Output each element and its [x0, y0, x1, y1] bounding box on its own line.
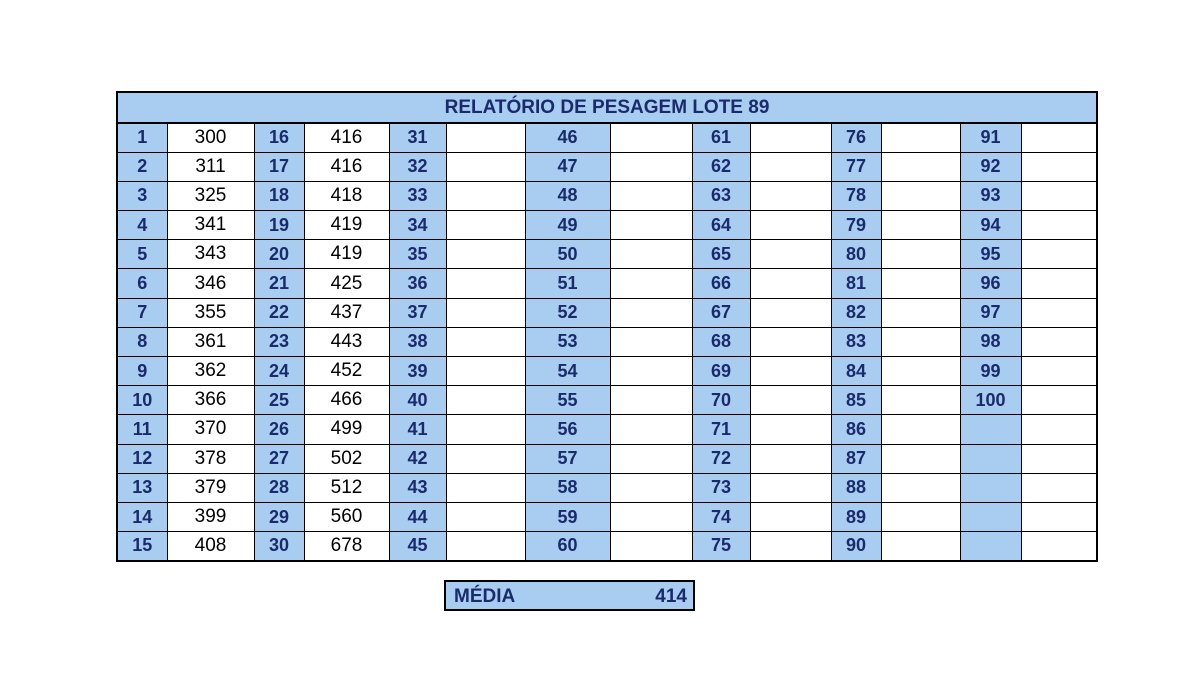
weight-cell[interactable] [750, 444, 831, 473]
weight-cell[interactable] [446, 415, 525, 444]
table-row [117, 152, 1097, 181]
weight-cell[interactable] [1021, 532, 1097, 561]
animal-number-cell: 88 [831, 473, 881, 502]
weight-cell[interactable] [446, 123, 525, 152]
animal-number-cell: 77 [831, 152, 881, 181]
animal-number-cell: 73 [692, 473, 750, 502]
weighing-report-table [116, 91, 1098, 562]
animal-number-cell: 23 [254, 327, 304, 356]
weight-cell[interactable] [1021, 123, 1097, 152]
animal-number-cell: 69 [692, 357, 750, 386]
average-label: MÉDIA [454, 586, 516, 607]
weight-cell[interactable] [1021, 386, 1097, 415]
weight-cell[interactable] [1021, 444, 1097, 473]
weight-cell[interactable] [610, 269, 692, 298]
weight-cell[interactable]: 452 [304, 357, 389, 386]
weight-cell[interactable] [446, 211, 525, 240]
weight-cell[interactable] [1021, 152, 1097, 181]
animal-number-cell: 39 [389, 357, 446, 386]
animal-number-cell: 37 [389, 298, 446, 327]
table-row [117, 415, 1097, 444]
weight-cell[interactable] [1021, 357, 1097, 386]
animal-number-cell: 7 [117, 298, 167, 327]
weight-cell[interactable] [750, 327, 831, 356]
animal-number-cell: 34 [389, 211, 446, 240]
weight-cell[interactable] [610, 357, 692, 386]
table-row [117, 532, 1097, 561]
weight-cell[interactable] [446, 298, 525, 327]
animal-number-cell: 35 [389, 240, 446, 269]
weight-cell[interactable] [610, 473, 692, 502]
animal-number-cell: 9 [117, 357, 167, 386]
animal-number-cell [960, 502, 1021, 531]
weight-cell[interactable] [446, 181, 525, 210]
weight-cell[interactable] [750, 502, 831, 531]
animal-number-cell: 13 [117, 473, 167, 502]
weight-cell[interactable]: 325 [167, 181, 254, 210]
animal-number-cell: 65 [692, 240, 750, 269]
animal-number-cell: 58 [525, 473, 610, 502]
weight-cell[interactable] [446, 444, 525, 473]
weight-cell[interactable] [610, 298, 692, 327]
weight-cell[interactable] [610, 240, 692, 269]
table-row [117, 211, 1097, 240]
weight-cell[interactable] [1021, 298, 1097, 327]
animal-number-cell: 42 [389, 444, 446, 473]
weight-cell[interactable] [750, 123, 831, 152]
animal-number-cell: 17 [254, 152, 304, 181]
animal-number-cell: 33 [389, 181, 446, 210]
animal-number-cell: 80 [831, 240, 881, 269]
weight-cell[interactable]: 366 [167, 386, 254, 415]
animal-number-cell: 24 [254, 357, 304, 386]
weight-cell[interactable]: 341 [167, 211, 254, 240]
weight-cell[interactable] [750, 181, 831, 210]
animal-number-cell: 5 [117, 240, 167, 269]
animal-number-cell: 55 [525, 386, 610, 415]
animal-number-cell: 92 [960, 152, 1021, 181]
weight-cell[interactable]: 362 [167, 357, 254, 386]
animal-number-cell: 15 [117, 532, 167, 561]
animal-number-cell: 8 [117, 327, 167, 356]
weight-cell[interactable] [446, 502, 525, 531]
animal-number-cell: 93 [960, 181, 1021, 210]
animal-number-cell: 31 [389, 123, 446, 152]
table-row [117, 444, 1097, 473]
table-row [117, 240, 1097, 269]
weight-cell[interactable]: 560 [304, 502, 389, 531]
animal-number-cell [960, 473, 1021, 502]
weight-cell[interactable] [881, 269, 960, 298]
weight-cell[interactable]: 419 [304, 211, 389, 240]
animal-number-cell: 81 [831, 269, 881, 298]
animal-number-cell: 12 [117, 444, 167, 473]
animal-number-cell: 18 [254, 181, 304, 210]
animal-number-cell: 74 [692, 502, 750, 531]
weight-cell[interactable] [881, 532, 960, 561]
animal-number-cell: 49 [525, 211, 610, 240]
weight-cell[interactable]: 378 [167, 444, 254, 473]
animal-number-cell: 46 [525, 123, 610, 152]
weight-cell[interactable] [881, 123, 960, 152]
weight-cell[interactable] [1021, 240, 1097, 269]
weight-cell[interactable]: 425 [304, 269, 389, 298]
weight-cell[interactable]: 300 [167, 123, 254, 152]
animal-number-cell: 54 [525, 357, 610, 386]
animal-number-cell: 67 [692, 298, 750, 327]
animal-number-cell: 99 [960, 357, 1021, 386]
weight-cell[interactable]: 419 [304, 240, 389, 269]
animal-number-cell: 72 [692, 444, 750, 473]
weight-cell[interactable] [881, 502, 960, 531]
animal-number-cell: 83 [831, 327, 881, 356]
animal-number-cell: 41 [389, 415, 446, 444]
table-row [117, 473, 1097, 502]
weight-cell[interactable] [610, 181, 692, 210]
weight-cell[interactable] [750, 357, 831, 386]
animal-number-cell: 28 [254, 473, 304, 502]
animal-number-cell: 29 [254, 502, 304, 531]
weight-cell[interactable] [750, 532, 831, 561]
weight-cell[interactable] [446, 152, 525, 181]
animal-number-cell: 14 [117, 502, 167, 531]
animal-number-cell: 91 [960, 123, 1021, 152]
weight-cell[interactable] [750, 473, 831, 502]
weight-cell[interactable] [881, 298, 960, 327]
weight-cell[interactable] [881, 444, 960, 473]
weight-cell[interactable] [1021, 473, 1097, 502]
animal-number-cell: 64 [692, 211, 750, 240]
weight-cell[interactable] [881, 473, 960, 502]
animal-number-cell: 68 [692, 327, 750, 356]
weight-cell[interactable] [1021, 211, 1097, 240]
animal-number-cell: 19 [254, 211, 304, 240]
weight-cell[interactable]: 466 [304, 386, 389, 415]
weight-cell[interactable] [881, 415, 960, 444]
animal-number-cell: 26 [254, 415, 304, 444]
animal-number-cell: 4 [117, 211, 167, 240]
animal-number-cell: 84 [831, 357, 881, 386]
animal-number-cell: 22 [254, 298, 304, 327]
weight-cell[interactable] [1021, 415, 1097, 444]
animal-number-cell: 87 [831, 444, 881, 473]
animal-number-cell: 10 [117, 386, 167, 415]
weight-cell[interactable] [881, 327, 960, 356]
weight-cell[interactable] [446, 386, 525, 415]
weight-cell[interactable]: 443 [304, 327, 389, 356]
animal-number-cell: 70 [692, 386, 750, 415]
weight-cell[interactable]: 311 [167, 152, 254, 181]
weight-cell[interactable]: 399 [167, 502, 254, 531]
animal-number-cell: 2 [117, 152, 167, 181]
table-row [117, 269, 1097, 298]
weight-cell[interactable]: 512 [304, 473, 389, 502]
animal-number-cell [960, 532, 1021, 561]
weight-cell[interactable] [446, 269, 525, 298]
animal-number-cell: 82 [831, 298, 881, 327]
animal-number-cell: 57 [525, 444, 610, 473]
weight-cell[interactable]: 355 [167, 298, 254, 327]
weight-cell[interactable]: 418 [304, 181, 389, 210]
animal-number-cell: 6 [117, 269, 167, 298]
animal-number-cell: 51 [525, 269, 610, 298]
animal-number-cell: 36 [389, 269, 446, 298]
animal-number-cell: 94 [960, 211, 1021, 240]
animal-number-cell: 86 [831, 415, 881, 444]
weight-cell[interactable]: 678 [304, 532, 389, 561]
weight-cell[interactable] [446, 532, 525, 561]
report-title: RELATÓRIO DE PESAGEM LOTE 89 [117, 92, 1097, 123]
table-row [117, 386, 1097, 415]
weight-cell[interactable] [1021, 327, 1097, 356]
animal-number-cell: 48 [525, 181, 610, 210]
weight-cell[interactable]: 416 [304, 123, 389, 152]
weight-cell[interactable] [446, 327, 525, 356]
animal-number-cell: 1 [117, 123, 167, 152]
animal-number-cell: 100 [960, 386, 1021, 415]
table-row [117, 327, 1097, 356]
weight-cell[interactable]: 343 [167, 240, 254, 269]
animal-number-cell: 27 [254, 444, 304, 473]
title-row [117, 92, 1097, 123]
weight-cell[interactable] [610, 327, 692, 356]
weight-cell[interactable] [1021, 502, 1097, 531]
animal-number-cell: 43 [389, 473, 446, 502]
weight-cell[interactable] [610, 123, 692, 152]
animal-number-cell: 44 [389, 502, 446, 531]
animal-number-cell: 11 [117, 415, 167, 444]
animal-number-cell: 53 [525, 327, 610, 356]
animal-number-cell: 85 [831, 386, 881, 415]
animal-number-cell: 76 [831, 123, 881, 152]
weight-cell[interactable]: 499 [304, 415, 389, 444]
animal-number-cell [960, 415, 1021, 444]
average-value: 414 [655, 586, 687, 607]
animal-number-cell: 66 [692, 269, 750, 298]
animal-number-cell: 56 [525, 415, 610, 444]
weight-cell[interactable] [750, 269, 831, 298]
animal-number-cell: 52 [525, 298, 610, 327]
weight-cell[interactable]: 361 [167, 327, 254, 356]
weight-cell[interactable] [610, 386, 692, 415]
weight-cell[interactable] [610, 532, 692, 561]
animal-number-cell: 79 [831, 211, 881, 240]
weight-cell[interactable] [446, 473, 525, 502]
weight-cell[interactable]: 346 [167, 269, 254, 298]
animal-number-cell: 60 [525, 532, 610, 561]
animal-number-cell: 16 [254, 123, 304, 152]
animal-number-cell: 96 [960, 269, 1021, 298]
weights-grid [117, 123, 1097, 561]
weight-cell[interactable] [881, 152, 960, 181]
weight-cell[interactable] [610, 502, 692, 531]
weight-cell[interactable]: 408 [167, 532, 254, 561]
weight-cell[interactable]: 370 [167, 415, 254, 444]
animal-number-cell: 32 [389, 152, 446, 181]
weight-cell[interactable] [750, 298, 831, 327]
animal-number-cell: 3 [117, 181, 167, 210]
animal-number-cell: 71 [692, 415, 750, 444]
animal-number-cell: 47 [525, 152, 610, 181]
weight-cell[interactable]: 437 [304, 298, 389, 327]
animal-number-cell: 90 [831, 532, 881, 561]
weight-cell[interactable] [750, 415, 831, 444]
animal-number-cell: 95 [960, 240, 1021, 269]
animal-number-cell: 25 [254, 386, 304, 415]
animal-number-cell [960, 444, 1021, 473]
animal-number-cell: 78 [831, 181, 881, 210]
weight-cell[interactable] [750, 152, 831, 181]
weight-cell[interactable] [881, 240, 960, 269]
weight-cell[interactable] [881, 386, 960, 415]
weight-cell[interactable] [750, 240, 831, 269]
table-row [117, 123, 1097, 152]
weight-cell[interactable] [881, 211, 960, 240]
animal-number-cell: 21 [254, 269, 304, 298]
weight-cell[interactable] [1021, 181, 1097, 210]
weight-cell[interactable] [610, 211, 692, 240]
weight-cell[interactable] [610, 152, 692, 181]
animal-number-cell: 38 [389, 327, 446, 356]
weight-cell[interactable] [446, 240, 525, 269]
weight-cell[interactable] [1021, 269, 1097, 298]
animal-number-cell: 45 [389, 532, 446, 561]
weight-cell[interactable]: 502 [304, 444, 389, 473]
animal-number-cell: 62 [692, 152, 750, 181]
animal-number-cell: 30 [254, 532, 304, 561]
weight-cell[interactable] [610, 444, 692, 473]
weight-cell[interactable]: 379 [167, 473, 254, 502]
animal-number-cell: 98 [960, 327, 1021, 356]
average-box [444, 580, 695, 611]
weight-cell[interactable] [610, 415, 692, 444]
weight-cell[interactable] [881, 181, 960, 210]
animal-number-cell: 97 [960, 298, 1021, 327]
weight-cell[interactable] [881, 357, 960, 386]
table-row [117, 357, 1097, 386]
animal-number-cell: 40 [389, 386, 446, 415]
animal-number-cell: 89 [831, 502, 881, 531]
weight-cell[interactable] [446, 357, 525, 386]
table-row [117, 298, 1097, 327]
animal-number-cell: 61 [692, 123, 750, 152]
weight-cell[interactable] [750, 386, 831, 415]
animal-number-cell: 20 [254, 240, 304, 269]
animal-number-cell: 59 [525, 502, 610, 531]
weight-cell[interactable]: 416 [304, 152, 389, 181]
animal-number-cell: 75 [692, 532, 750, 561]
animal-number-cell: 63 [692, 181, 750, 210]
table-row [117, 181, 1097, 210]
table-row [117, 502, 1097, 531]
animal-number-cell: 50 [525, 240, 610, 269]
weight-cell[interactable] [750, 211, 831, 240]
